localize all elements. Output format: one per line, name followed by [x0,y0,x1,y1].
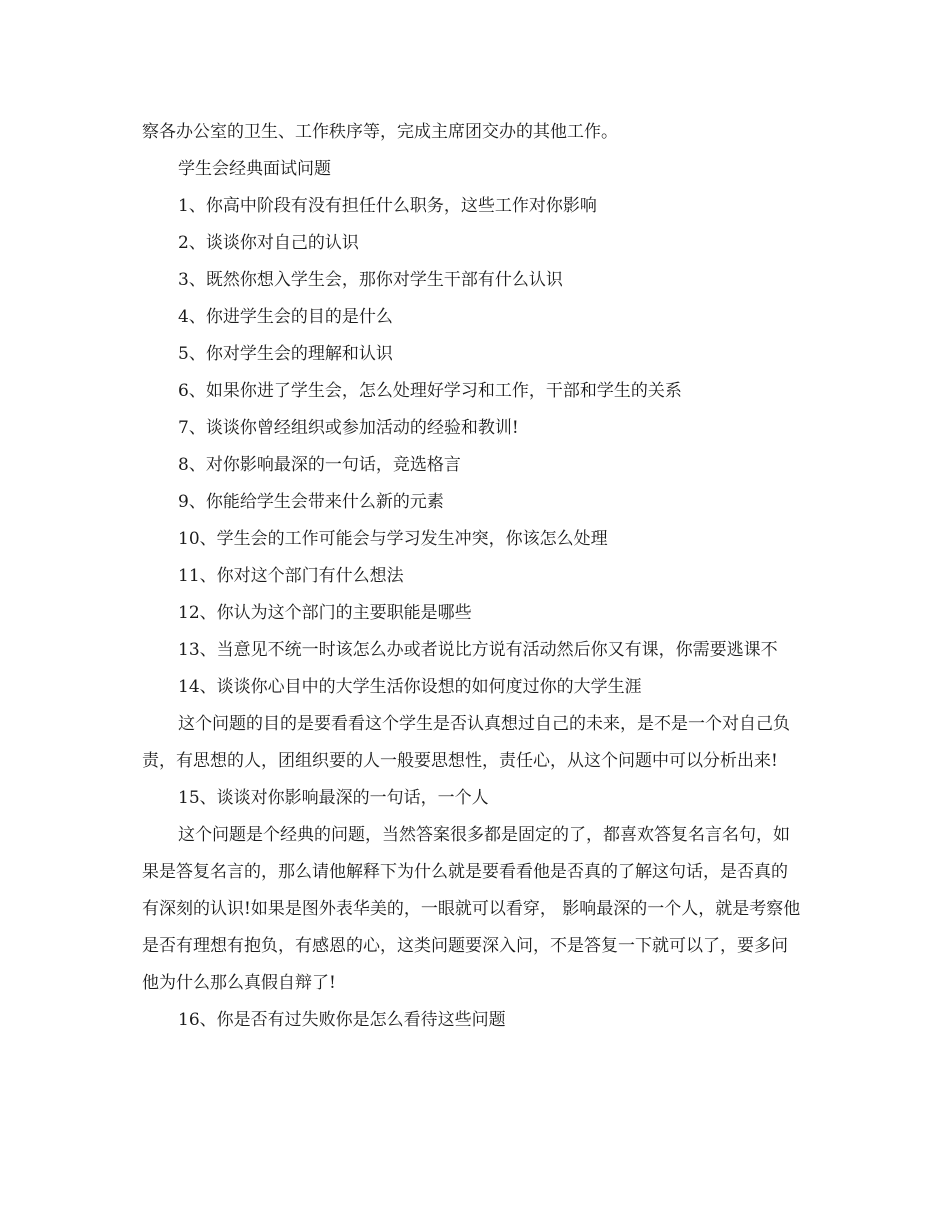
question-item: 6、如果你进了学生会，怎么处理好学习和工作，干部和学生的关系 [178,381,682,401]
document-body [142,114,802,1039]
question-item: 5、你对学生会的理解和认识 [178,344,393,364]
question-item: 3、既然你想入学生会，那你对学生干部有什么认识 [178,270,563,290]
answer-paragraph: 这个问题是个经典的问题，当然答案很多都是固定的了，都喜欢答复名言名句，如果是答复名言的，那么请他解释下为什么就是要看看他是否真的了解这句话，是否真的有深刻的认识!如果是图外表华美的，一眼就可以看穿， 影响最深的一个人，就是考察他是否有理想有抱负，有感恩的心，这类问题要深入问，不是答复一下就可以了，要多问他为什么那么真假自辩了! [142,825,801,993]
question-item: 10、学生会的工作可能会与学习发生冲突，你该怎么处理 [178,529,608,549]
question-item: 2、谈谈你对自己的认识 [178,233,359,253]
question-item: 8、对你影响最深的一句话，竞选格言 [178,455,461,475]
question-item: 16、你是否有过失败你是怎么看待这些问题 [178,1010,506,1030]
question-item: 4、你进学生会的目的是什么 [178,307,393,327]
question-item: 7、谈谈你曾经组织或参加活动的经验和教训! [178,418,519,438]
question-item: 15、谈谈对你影响最深的一句话，一个人 [178,788,489,808]
answer-paragraph: 这个问题的目的是要看看这个学生是否认真想过自己的未来，是不是一个对自己负责，有思想的人，团组织要的人一般要思想性，责任心，从这个问题中可以分析出来! [142,714,790,771]
question-item: 12、你认为这个部门的主要职能是哪些 [178,603,472,623]
paragraph-continuation: 察各办公室的卫生、工作秩序等，完成主席团交办的其他工作。 [142,122,618,142]
question-item: 11、你对这个部门有什么想法 [178,566,404,586]
question-item: 13、当意见不统一时该怎么办或者说比方说有活动然后你又有课，你需要逃课不 [178,640,778,660]
section-heading: 学生会经典面试问题 [178,159,331,179]
question-item: 14、谈谈你心目中的大学生活你设想的如何度过你的大学生涯 [178,677,642,697]
question-item: 9、你能给学生会带来什么新的元素 [178,492,444,512]
question-item: 1、你高中阶段有没有担任什么职务，这些工作对你影响 [178,196,597,216]
